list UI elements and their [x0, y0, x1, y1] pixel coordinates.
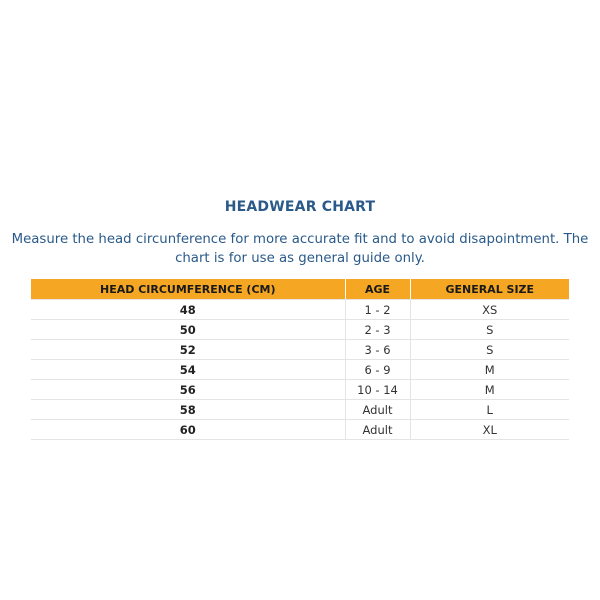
cell-general-size: S: [410, 340, 569, 360]
table-header-row: [31, 279, 569, 300]
cell-general-size: M: [410, 380, 569, 400]
cell-age: 3 - 6: [345, 340, 410, 360]
cell-general-size: S: [410, 320, 569, 340]
cell-head-circumference: 60: [31, 420, 345, 440]
table-row: [31, 400, 569, 420]
table-row: [31, 340, 569, 360]
cell-general-size: XL: [410, 420, 569, 440]
table-row: [31, 300, 569, 320]
table-row: [31, 420, 569, 440]
header-head-circumference: HEAD CIRCUMFERENCE (CM): [31, 279, 345, 300]
cell-head-circumference: 48: [31, 300, 345, 320]
size-chart-table: [31, 279, 569, 440]
cell-head-circumference: 54: [31, 360, 345, 380]
cell-age: 1 - 2: [345, 300, 410, 320]
cell-head-circumference: 52: [31, 340, 345, 360]
cell-age: 10 - 14: [345, 380, 410, 400]
cell-head-circumference: 56: [31, 380, 345, 400]
header-age: AGE: [345, 279, 410, 300]
table-row: [31, 320, 569, 340]
cell-general-size: XS: [410, 300, 569, 320]
cell-age: 6 - 9: [345, 360, 410, 380]
cell-head-circumference: 58: [31, 400, 345, 420]
cell-age: Adult: [345, 400, 410, 420]
table-row: [31, 380, 569, 400]
cell-age: 2 - 3: [345, 320, 410, 340]
chart-title: HEADWEAR CHART: [224, 199, 376, 215]
cell-age: Adult: [345, 420, 410, 440]
chart-description: Measure the head circunference for more accurate fit and to avoid disapointment. The chart is for use as general guide only.: [11, 232, 589, 266]
header-general-size: GENERAL SIZE: [410, 279, 569, 300]
cell-general-size: M: [410, 360, 569, 380]
cell-general-size: L: [410, 400, 569, 420]
table-row: [31, 360, 569, 380]
cell-head-circumference: 50: [31, 320, 345, 340]
